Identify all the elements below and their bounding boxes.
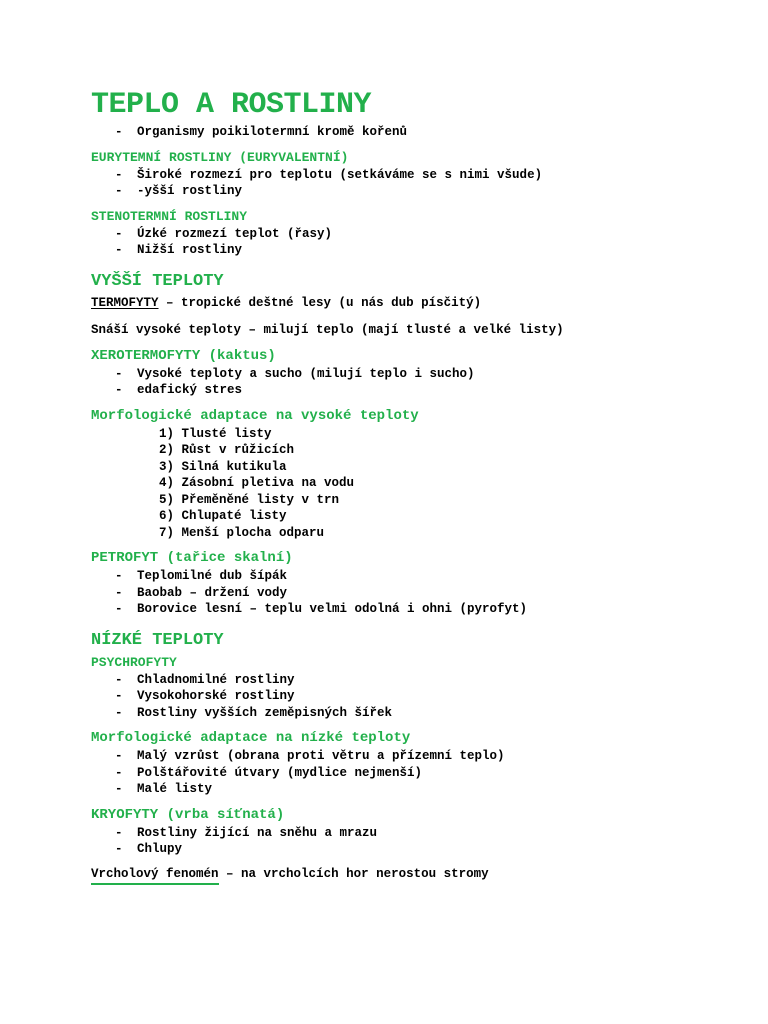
petrofyt-heading: PETROFYT (tařice skalní) xyxy=(91,550,293,566)
list-item: - Vysokohorské rostliny xyxy=(115,688,768,705)
vrcholovy-fenomen-term: Vrcholový fenomén xyxy=(91,867,219,885)
kryofyty-heading: KRYOFYTY (vrba síťnatá) xyxy=(91,806,285,823)
morf-nizke-list xyxy=(91,748,768,798)
petrofyt-list xyxy=(91,568,768,618)
list-item: 6) Chlupaté listy xyxy=(159,509,287,523)
list-item: 5) Přeměněné listy v trn xyxy=(159,492,340,507)
list-item: 3) Silná kutikula xyxy=(159,459,287,474)
eurytermni-heading: EURYTEMNÍ ROSTLINY (EURYVALENTNÍ) xyxy=(91,149,349,165)
termofyty-text: – tropické deštné lesy (u nás dub písčitý) xyxy=(166,295,482,310)
stenotermni-heading: STENOTERMNÍ ROSTLINY xyxy=(91,208,248,224)
kryofyty-list xyxy=(91,825,768,858)
list-item: - Malé listy xyxy=(115,781,768,798)
list-item: 7) Menší plocha odparu xyxy=(159,525,325,540)
vrcholovy-fenomen-text: – na vrcholcích hor nerostou stromy xyxy=(226,866,489,881)
list-item: - Rostliny vyšších zeměpisných šířek xyxy=(115,705,768,722)
list-item: - Teplomilné dub šípák xyxy=(115,568,768,585)
snasi-line: Snáší vysoké teploty – milují teplo (mají tlusté a velké listy) xyxy=(91,322,564,337)
list-item: 1) Tlusté listy xyxy=(159,426,272,441)
list-item: - edafický stres xyxy=(115,382,768,399)
list-item: - Rostliny žijící na sněhu a mrazu xyxy=(115,825,768,842)
vyssi-teploty-heading: VYŠŠÍ TEPLOTY xyxy=(91,271,224,291)
intro-list xyxy=(91,124,768,141)
psychrofyty-list xyxy=(91,672,768,722)
morf-vysoke-list xyxy=(91,426,768,542)
termofyty-term: TERMOFYTY xyxy=(91,295,159,310)
list-item: - Nižší rostliny xyxy=(115,242,768,259)
morf-vysoke-heading: Morfologické adaptace na vysoké teploty xyxy=(91,407,419,424)
xerotermofyty-heading: XEROTERMOFYTY (kaktus) xyxy=(91,347,276,364)
page-title: TEPLO A ROSTLINY xyxy=(91,88,372,122)
list-item: 4) Zásobní pletiva na vodu xyxy=(159,476,355,490)
list-item: - Malý vzrůst (obrana proti větru a přízemní teplo) xyxy=(115,748,768,765)
list-item: - Široké rozmezí pro teplotu (setkáváme se s nimi všude) xyxy=(115,167,768,184)
list-item: - Polštářovité útvary (mydlice nejmenší) xyxy=(115,765,768,782)
nizke-teploty-heading: NÍZKÉ TEPLOTY xyxy=(91,630,224,650)
psychrofyty-heading: PSYCHROFYTY xyxy=(91,654,177,670)
eurytermni-list xyxy=(91,167,768,200)
list-item: - Borovice lesní – teplu velmi odolná i ohni (pyrofyt) xyxy=(115,601,768,618)
list-item: - Chlupy xyxy=(115,841,768,858)
xerotermofyty-list xyxy=(91,366,768,399)
list-item: - Vysoké teploty a sucho (milují teplo i sucho) xyxy=(115,366,768,383)
morf-nizke-heading: Morfologické adaptace na nízké teploty xyxy=(91,730,411,746)
termofyty-line xyxy=(91,295,768,312)
list-item: - Baobab – držení vody xyxy=(115,585,768,602)
stenotermni-list xyxy=(91,226,768,259)
list-item: 2) Růst v růžicích xyxy=(159,443,295,457)
list-item: - Organismy poikilotermní kromě kořenů xyxy=(115,124,768,141)
vrcholovy-fenomen-line xyxy=(91,866,768,883)
list-item: - Chladnomilné rostliny xyxy=(115,672,768,689)
list-item: - Úzké rozmezí teplot (řasy) xyxy=(115,226,768,243)
list-item: - -yšší rostliny xyxy=(115,183,768,200)
